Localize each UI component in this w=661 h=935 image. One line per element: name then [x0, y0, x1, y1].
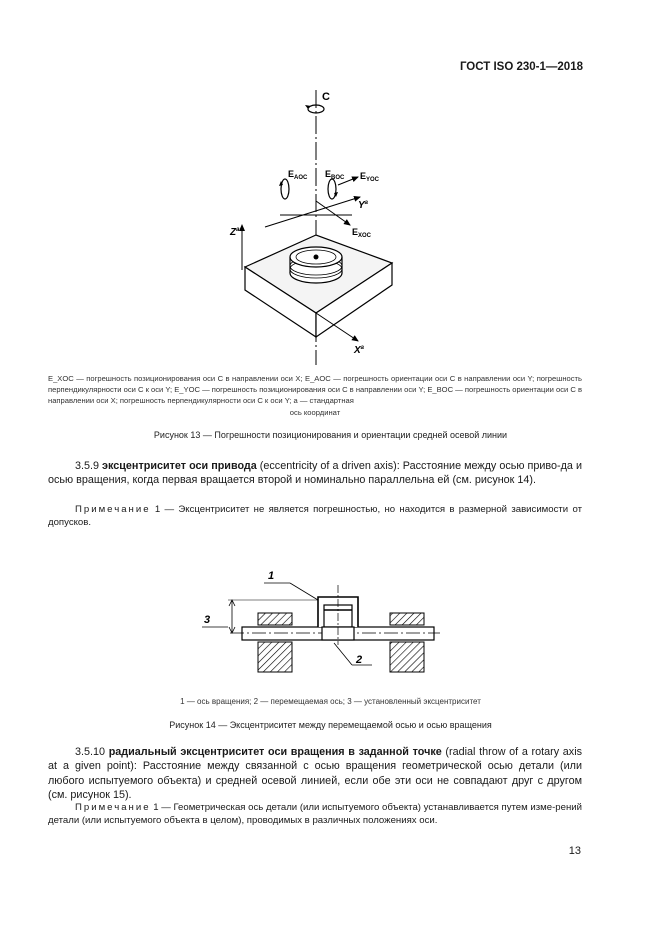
term: эксцентриситет оси привода	[102, 460, 257, 472]
label-y: $Y^а$	[358, 200, 369, 211]
section-3-5-10	[48, 745, 582, 803]
left-upper-bearing	[258, 613, 292, 625]
note-label: Примечание	[75, 802, 151, 813]
note-label: Примечание	[75, 504, 151, 515]
legend-line-4: ось координат	[289, 407, 341, 417]
label-e-boc: $E_{BOC}$	[325, 169, 345, 181]
note-3-5-10	[48, 801, 582, 827]
label-2: 2	[356, 654, 363, 666]
label-3: 3	[204, 614, 211, 626]
figure-13-caption: Рисунок 13 — Погрешности позиционирования и ориентации средней осевой линии	[153, 430, 508, 440]
right-upper-bearing	[390, 613, 424, 625]
label-1: 1	[268, 570, 275, 582]
note-text: 1 — Эксцентриситет не является погрешностью, но находится в размерной зависимости от допусков.	[48, 504, 582, 528]
e-aoc-rotation	[281, 179, 289, 199]
label-e-xoc: $E_{XOC}$	[352, 227, 372, 239]
label-x: $X^а$	[354, 345, 365, 356]
figure-14-caption: Рисунок 14 — Эксцентриситет между перемещаемой осью и осью вращения	[169, 720, 492, 730]
page-number: 13	[568, 845, 581, 857]
label-c: C	[322, 91, 330, 103]
label-z: $Z^а$	[230, 227, 240, 238]
document-header: ГОСТ ISO 230-1—2018	[459, 61, 583, 73]
note-3-5-9	[48, 503, 582, 529]
right-lower-bearing	[390, 642, 424, 672]
definition: (radial throw of a rotary axis at a given point): Расстояние между связанной с осью вращения геометрической осью детали (или любого испытуемого объекта) и средней осевой линией, если обе эти оси не совпадают друг с другом (см. рисунок 15).	[48, 746, 582, 802]
legend-line-3: E_BOC — погрешность ориентации оси C в направлении оси X; погрешность перпендикулярности оси C к оси Y; а — стандартная	[48, 385, 582, 406]
section-number: 3.5.10	[75, 746, 106, 758]
term: радиальный эксцентриситет оси вращения в заданной точке	[108, 746, 442, 758]
e-boc-rotation	[328, 179, 336, 199]
section-3-5-9	[48, 459, 582, 488]
figure-13-legend	[48, 373, 582, 418]
legend-line-2: оси Y; погрешность перпендикулярности оси C к оси Y; E_YOC — погрешность позиционирования оси C в направлении оси Y;	[48, 374, 582, 395]
figure-14-diagram	[200, 565, 445, 685]
label-e-yoc: $E_{YOC}$	[360, 171, 380, 183]
label-e-aoc: $E_{AOC}$	[288, 169, 308, 181]
figure-13-diagram	[200, 85, 440, 370]
legend-line-1: E_XOC — погрешность позиционирования оси C в направлении оси X; E_AOC — погрешность ориентации оси C в направлении	[48, 374, 511, 383]
figure-14-legend: 1 — ось вращения; 2 — перемещаемая ось; 3 — установленный эксцентриситет	[180, 697, 481, 706]
section-number: 3.5.9	[75, 460, 100, 472]
definition: (eccentricity of a driven axis): Расстояние между осью приво-да и осью вращения, когда первая вращается второй и номинально параллельна ей (см. рисунок 14).	[48, 460, 582, 487]
left-lower-bearing	[258, 642, 292, 672]
note-text: 1 — Геометрическая ось детали (или испытуемого объекта) устанавливается путем изме-рений детали (или испытуемого объекта в целом), проводимых в различных положениях оси.	[48, 802, 582, 826]
